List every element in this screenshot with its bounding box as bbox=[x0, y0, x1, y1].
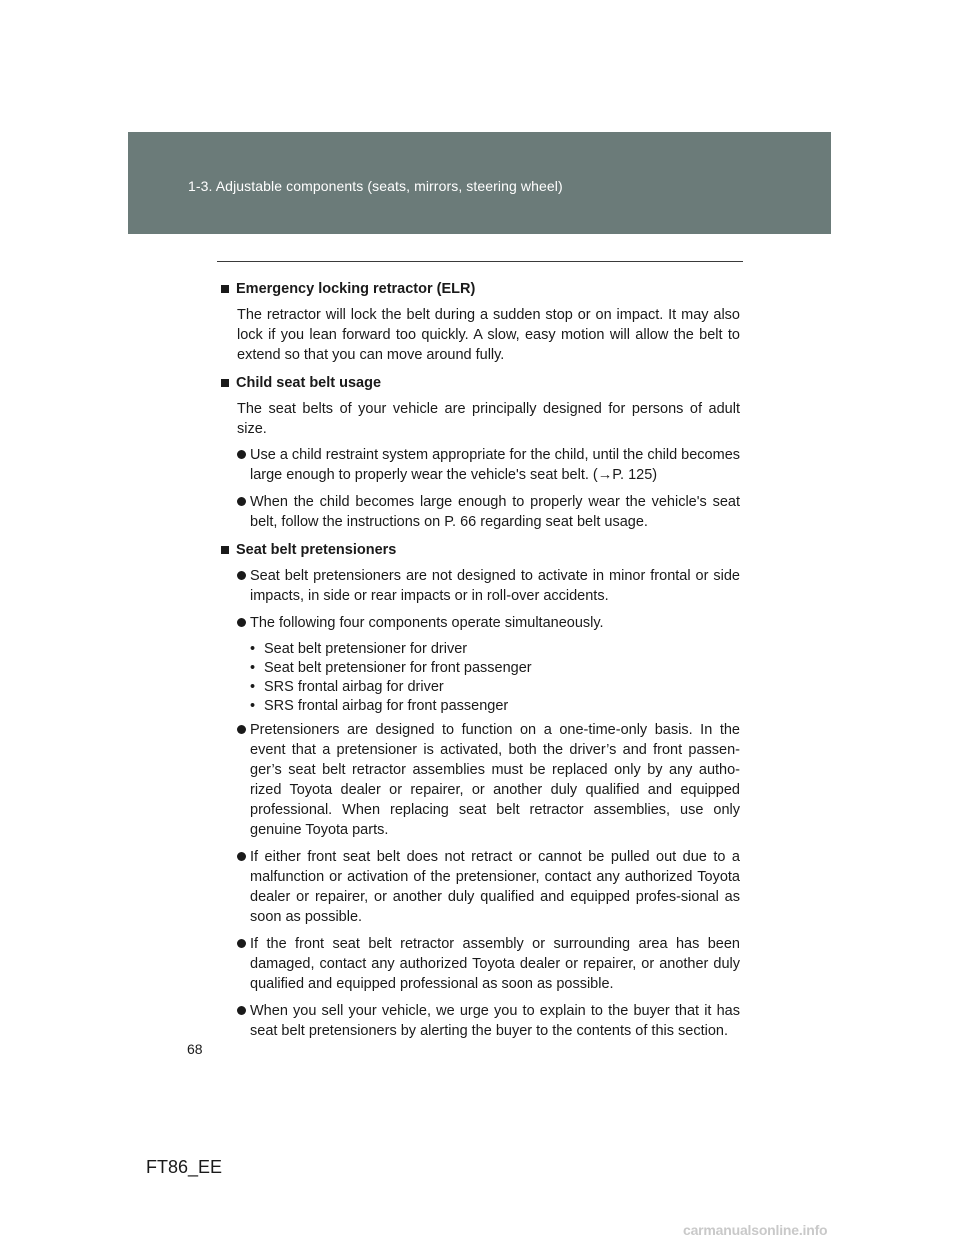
list-item bbox=[237, 1001, 740, 1041]
section-paragraph: The seat belts of your vehicle are principally designed for persons of adult size. bbox=[237, 401, 740, 437]
round-bullet-icon bbox=[237, 497, 246, 506]
list-item bbox=[237, 847, 740, 927]
document-code: FT86_EE bbox=[146, 1157, 223, 1177]
sublist-item bbox=[250, 659, 740, 678]
sublist-item bbox=[250, 697, 740, 716]
section-pretensioners bbox=[220, 540, 740, 1041]
section-heading bbox=[220, 540, 740, 560]
page-number: 68 bbox=[187, 1041, 203, 1057]
round-bullet-icon bbox=[237, 1006, 246, 1015]
round-bullet-icon bbox=[237, 852, 246, 861]
list-item-text: Use a child restraint system appropriate for the child, until the child becomes large enough to properly wear the vehicle's seat belt. (→P. 125) bbox=[250, 447, 741, 483]
list-item bbox=[237, 445, 740, 485]
page-content bbox=[220, 279, 740, 1049]
section-heading bbox=[220, 373, 740, 393]
section-child-seat-belt bbox=[220, 373, 740, 532]
section-elr bbox=[220, 279, 740, 365]
list-item bbox=[237, 492, 740, 532]
small-bullet-icon: • bbox=[250, 641, 256, 657]
list-item bbox=[237, 566, 740, 606]
list-item-text: Pretensioners are designed to function on a one-time-only basis. In the event that a pretensioner is activated, both the driver’s and front passen-ger’s seat belt retractor assemblies must be replaced only by any autho-rized Toyota dealer or repairer, or another duly qualified and equipped professional. When replacing seat belt retractor assemblies, use only genuine Toyota parts. bbox=[250, 722, 740, 838]
small-bullet-icon: • bbox=[250, 698, 256, 714]
round-bullet-icon bbox=[237, 571, 246, 580]
small-bullet-icon: • bbox=[250, 660, 256, 676]
round-bullet-icon bbox=[237, 450, 246, 459]
list-item-text: If either front seat belt does not retract or cannot be pulled out due to a malfunction or activation of the pretensioner, contact any authorized Toyota dealer or repairer, or another duly qualified and equipped profes-sional as soon as possible. bbox=[250, 849, 740, 925]
list-item-text: When you sell your vehicle, we urge you to explain to the buyer that it has seat belt pretensioners by alerting the buyer to the contents of this section. bbox=[250, 1003, 740, 1039]
section-title: Emergency locking retractor (ELR) bbox=[236, 281, 476, 297]
sublist-item-text: Seat belt pretensioner for driver bbox=[264, 641, 468, 657]
section-paragraph: The retractor will lock the belt during a sudden stop or on impact. It may also lock if you lean forward too quickly. A slow, easy motion will allow the belt to extend so that you can move around fully. bbox=[237, 307, 740, 363]
round-bullet-icon bbox=[237, 939, 246, 948]
sublist-item bbox=[250, 678, 740, 697]
list-item bbox=[237, 613, 740, 633]
sublist-item bbox=[250, 640, 740, 659]
sublist-item-text: Seat belt pretensioner for front passenger bbox=[264, 660, 532, 676]
section-title: Child seat belt usage bbox=[236, 375, 382, 391]
sublist-item-text: SRS frontal airbag for front passenger bbox=[264, 698, 509, 714]
sublist-item-text: SRS frontal airbag for driver bbox=[264, 679, 444, 695]
round-bullet-icon bbox=[237, 618, 246, 627]
list-item-text: When the child becomes large enough to properly wear the vehicle's seat belt, follow the instructions on P. 66 regarding seat belt usage. bbox=[250, 494, 740, 530]
list-item bbox=[237, 934, 740, 994]
list-item bbox=[237, 720, 740, 840]
watermark: carmanualsonline.info bbox=[683, 1222, 828, 1238]
square-bullet-icon bbox=[221, 546, 229, 554]
square-bullet-icon bbox=[221, 379, 229, 387]
small-bullet-icon: • bbox=[250, 679, 256, 695]
list-item-text: The following four components operate simultaneously. bbox=[250, 615, 604, 631]
square-bullet-icon bbox=[221, 285, 229, 293]
section-title: Seat belt pretensioners bbox=[236, 542, 397, 558]
section-heading bbox=[220, 279, 740, 299]
list-item-text: If the front seat belt retractor assembly or surrounding area has been damaged, contact any authorized Toyota dealer or repairer, or another duly qualified and equipped professional as soon as possible. bbox=[250, 936, 740, 992]
round-bullet-icon bbox=[237, 725, 246, 734]
component-sublist bbox=[250, 640, 740, 716]
section-header-band bbox=[128, 132, 831, 234]
section-header-title: 1-3. Adjustable components (seats, mirrors, steering wheel) bbox=[188, 178, 563, 194]
list-item-text: Seat belt pretensioners are not designed to activate in minor frontal or side impacts, in side or rear impacts or in roll-over accidents. bbox=[250, 568, 740, 604]
divider-rule bbox=[217, 261, 743, 262]
